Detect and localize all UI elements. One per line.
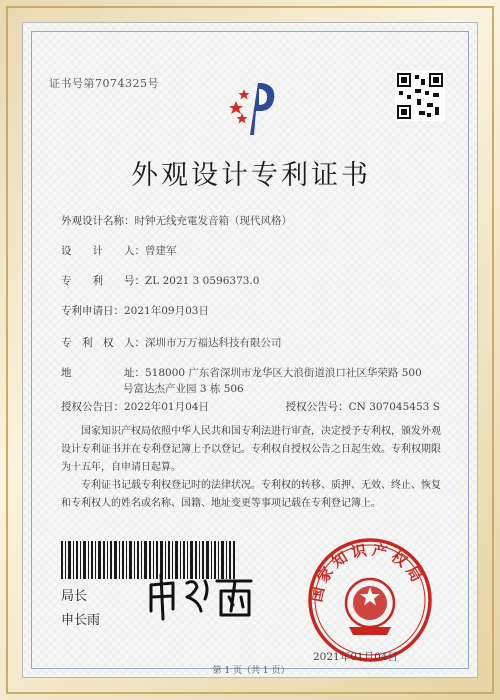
grant-number: CN 307045453 S	[348, 401, 440, 413]
director-name: 申长雨	[61, 613, 101, 628]
certificate-title: 外观设计专利证书	[131, 160, 371, 191]
field-value: 曾建军	[145, 245, 177, 257]
field-label: 外观设计名称：	[61, 215, 135, 227]
grant-number-label: 授权公告号：	[285, 401, 349, 413]
field-label: 专 利 权 人：	[61, 337, 145, 349]
grant-date-row	[61, 399, 440, 414]
certificate-body	[61, 423, 446, 513]
address-line-2: 号富达杰产业园 3 栋 506	[123, 383, 244, 395]
patent-number-row	[61, 273, 259, 288]
seal-date: 2021年01月04日	[313, 651, 398, 663]
seal-ring-text	[305, 535, 435, 665]
certificate-number: 证书号第7074325号	[49, 77, 159, 90]
body-paragraph: 国家知识产权局依照中华人民共和国专利法进行审查，决定授予专利权，颁发外观设计专利证书并在专利登记簿上予以登记。专利权自授权公告之日起生效。专利权期限为十五年，自申请日起算。	[61, 426, 441, 473]
field-label: 授权公告日：	[61, 401, 124, 413]
address-row	[61, 365, 422, 380]
designer-row	[61, 243, 177, 258]
field-value: 518000 广东省深圳市龙华区大浪街道浪口社区华荣路 500	[145, 367, 422, 379]
svg-text:国家知识产权局	[307, 541, 427, 604]
application-date-row	[61, 303, 209, 318]
field-value: 2022年01月04日	[124, 401, 209, 413]
seal-text: 国家知识产权局	[307, 540, 428, 604]
field-label: 专 利 号：	[61, 275, 145, 287]
director-title: 局长	[61, 589, 88, 604]
field-value: 深圳市万万福达科技有限公司	[145, 337, 282, 349]
cnipa-logo-icon	[228, 73, 278, 143]
field-label: 专利申请日：	[61, 305, 124, 317]
director-block	[61, 585, 100, 633]
director-signature	[143, 571, 263, 621]
design-name-row	[61, 213, 292, 228]
field-label: 设 计 人：	[61, 245, 145, 257]
body-paragraph: 专利证书记载专利权登记时的法律状况。专利权的转移、质押、无效、终止、恢复和专利权人的姓名或名称、国籍、地址变更等事项记载在专利登记簿上。	[61, 480, 441, 509]
field-value: ZL 2021 3 0596373.0	[145, 275, 260, 287]
field-label: 地 址：	[61, 367, 145, 379]
page-number: 第 1 页（共 1 页）	[212, 666, 290, 676]
field-value: 2021年09月03日	[124, 305, 209, 317]
field-value: 时钟无线充電发音箱（现代风格）	[134, 215, 292, 227]
patentee-row	[61, 335, 282, 350]
qr-code-icon	[395, 71, 445, 121]
certificate-page	[22, 22, 478, 678]
